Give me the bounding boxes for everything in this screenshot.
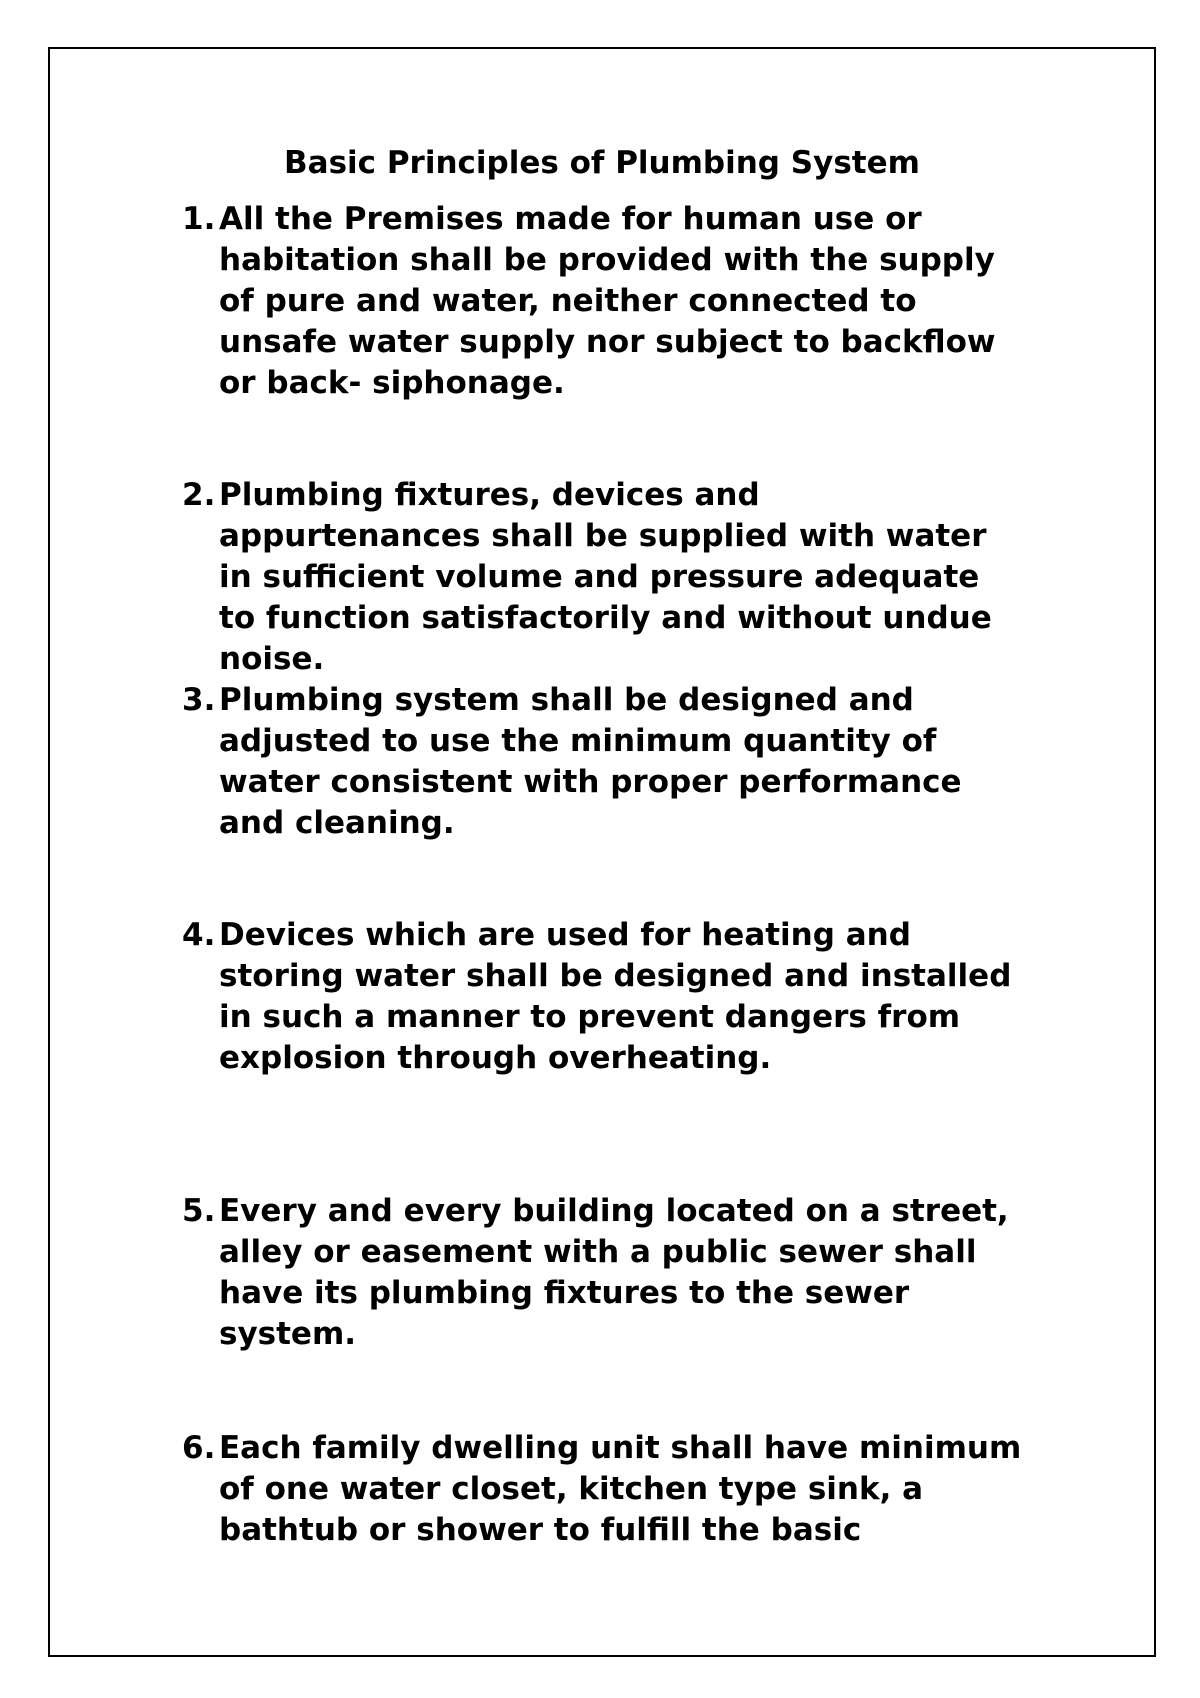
list-item-2 — [182, 475, 1082, 680]
list-item-number: 5. — [182, 1193, 216, 1229]
list-item-text: Devices which are used for heating and storing water shall be designed and installed in such a manner to prevent dangers from explosion through overheating. — [219, 917, 1012, 1076]
list-item-1 — [182, 199, 1082, 404]
list-item-4 — [182, 915, 1082, 1079]
list-item-number: 4. — [182, 917, 216, 953]
list-item-number: 1. — [182, 201, 216, 237]
list-item-number: 3. — [182, 682, 216, 718]
list-item-text: Plumbing system shall be designed and adjusted to use the minimum quantity of water consistent with proper performance and cleaning. — [219, 682, 962, 841]
list-item-text: Plumbing fixtures, devices and appurtenances shall be supplied with water in sufficient volume and pressure adequate to function satisfactorily and without undue noise. — [219, 477, 992, 677]
list-item-3 — [182, 680, 1082, 844]
list-item-6 — [182, 1428, 1082, 1551]
list-item-5 — [182, 1191, 1082, 1355]
list-item-text: All the Premises made for human use or habitation shall be provided with the supply of pure and water, neither connected to unsafe water supply nor subject to backflow or back- siphonage. — [219, 201, 996, 401]
document-title: Basic Principles of Plumbing System — [284, 145, 920, 181]
list-item-number: 2. — [182, 477, 216, 513]
list-item-text: Each family dwelling unit shall have minimum of one water closet, kitchen type sink, a bathtub or shower to fulfill the basic — [219, 1430, 1022, 1548]
list-item-number: 6. — [182, 1430, 216, 1466]
list-item-text: Every and every building located on a street, alley or easement with a public sewer shall have its plumbing fixtures to the sewer system. — [219, 1193, 1009, 1352]
